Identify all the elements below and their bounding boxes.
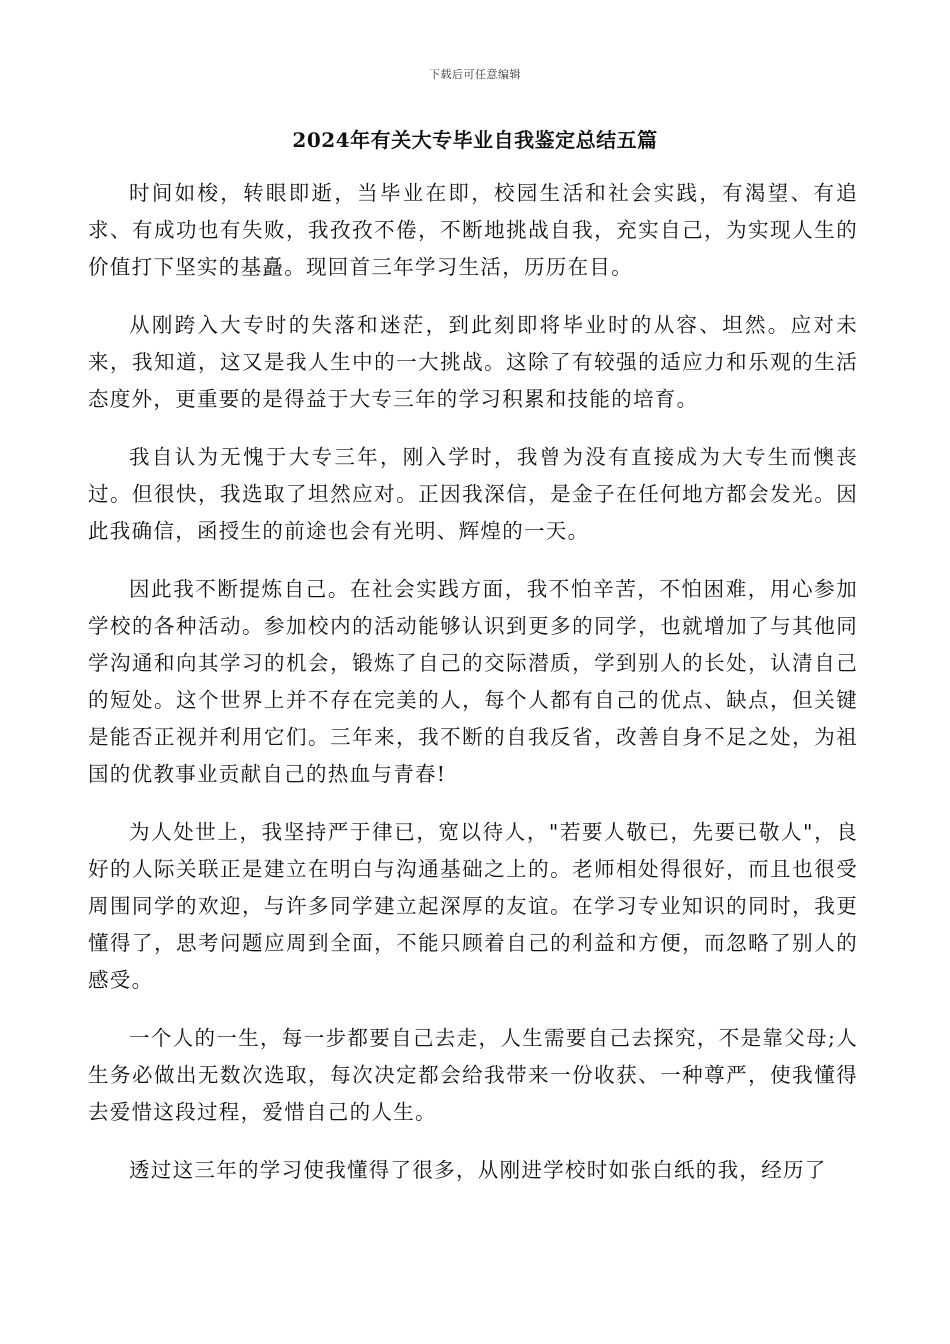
- paragraph-4: 因此我不断提炼自己。在社会实践方面，我不怕辛苦，不怕困难，用心参加学校的各种活动。参加校内的活动能够认识到更多的同学，也就增加了与其他同学沟通和向其学习的机会，锻炼了自己的交际潜质，学到别人的长处，认清自己的短处。这个世界上并不存在完美的人，每个人都有自己的优点、缺点，但关键是能否正视并利用它们。三年来，我不断的自我反省，改善自身不足之处，为祖国的优教事业贡献自己的热血与青春!: [88, 577, 858, 786]
- paragraph-2: 从刚跨入大专时的失落和迷茫，到此刻即将毕业时的从容、坦然。应对未来，我知道，这又是我人生中的一大挑战。这除了有较强的适应力和乐观的生活态度外，更重要的是得益于大专三年的学习积累和技能的培育。: [88, 313, 858, 411]
- header-note: 下载后可任意编辑: [429, 68, 521, 81]
- paragraph-3: 我自认为无愧于大专三年，刚入学时，我曾为没有直接成为大专生而懊丧过。但很快，我选取了坦然应对。正因我深信，是金子在任何地方都会发光。因此我确信，函授生的前途也会有光明、辉煌的一天。: [88, 445, 858, 543]
- document-body: [88, 175, 858, 1210]
- paragraph-7: 透过这三年的学习使我懂得了很多，从刚进学校时如张白纸的我，经历了: [129, 1158, 827, 1182]
- paragraph-1: 时间如梭，转眼即逝，当毕业在即，校园生活和社会实践，有渴望、有追求、有成功也有失败，我孜孜不倦，不断地挑战自我，充实自己，为实现人生的价值打下坚实的基矗。现回首三年学习生活，历历在目。: [88, 181, 858, 279]
- document-title: 2024年有关大专毕业自我鉴定总结五篇: [292, 128, 658, 152]
- paragraph-5: 为人处世上，我坚持严于律已，宽以待人，"若要人敬已，先要已敬人"，良好的人际关联正是建立在明白与沟通基础之上的。老师相处得很好，而且也很受周围同学的欢迎，与许多同学建立起深厚的友谊。在学习专业知识的同时，我更懂得了，思考问题应周到全面，不能只顾着自己的利益和方便，而忽略了别人的感受。: [88, 820, 858, 992]
- paragraph-6: 一个人的一生，每一步都要自己去走，人生需要自己去探究，不是靠父母;人生务必做出无数次选取，每次决定都会给我带来一份收获、一种尊严，使我懂得去爱惜这段过程，爱惜自己的人生。: [88, 1026, 858, 1124]
